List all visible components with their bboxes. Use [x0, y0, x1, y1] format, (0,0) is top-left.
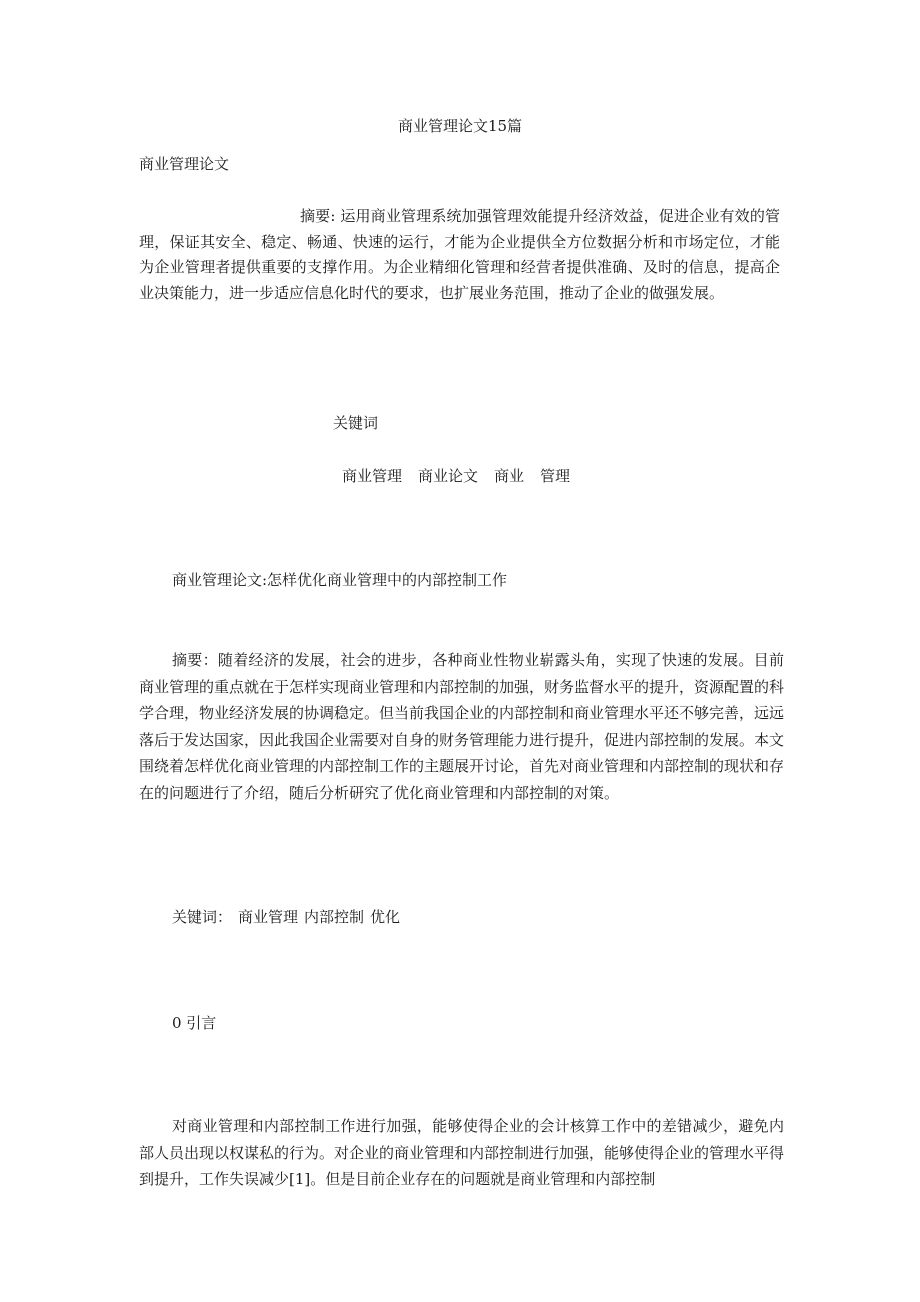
keyword-item: 管理 — [540, 467, 571, 485]
document-subtitle: 商业管理论文 — [139, 155, 230, 173]
keyword-item: 商业管理 — [342, 467, 403, 485]
body-paragraph: 对商业管理和内部控制工作进行加强，能够使得企业的会计核算工作中的差错减少，避免内部人员出现以权谋私的行为。对企业的商业管理和内部控制进行加强，能够使得企业的管理水平得到提升，工作失误减少[1]。但是目前企业存在的问题就是商业管理和内部控制 — [139, 1117, 785, 1188]
article-keywords — [172, 905, 406, 930]
keyword-item: 商业 — [494, 467, 525, 485]
abstract-text: 运用商业管理系统加强管理效能提升经济效益，促进企业有效的管理，保证其安全、稳定、畅通、快速的运行，才能为企业提供全方位数据分析和市场定位，才能为企业管理者提供重要的支撑作用。为企业精细化管理和经营者提供准确、及时的信息，提高企业决策能力，进一步适应信息化时代的要求，也扩展业务范围，推动了企业的做强发展。 — [139, 207, 780, 302]
article-keywords-label: 关键词： — [172, 908, 233, 926]
keywords-label: 关键词 — [333, 414, 379, 432]
article-title: 商业管理论文:怎样优化商业管理中的内部控制工作 — [172, 571, 508, 589]
article-keyword-item: 商业管理 — [238, 908, 299, 926]
section-heading-introduction: 0 引言 — [172, 1014, 217, 1032]
keywords-list — [342, 464, 586, 489]
abstract-paragraph — [139, 204, 780, 306]
document-title: 商业管理论文15篇 — [397, 117, 523, 135]
article-abstract: 摘要：随着经济的发展，社会的进步，各种商业性物业崭露头角，实现了快速的发展。目前商业管理的重点就在于怎样实现商业管理和内部控制的加强，财务监督水平的提升，资源配置的科学合理，物业经济发展的协调稳定。但当前我国企业的内部控制和商业管理水平还不够完善，远远落后于发达国家，因此我国企业需要对自身的财务管理能力进行提升，促进内部控制的发展。本文围绕着怎样优化商业管理的内部控制工作的主题展开讨论，首先对商业管理和内部控制的现状和存在的问题进行了介绍，随后分析研究了优化商业管理和内部控制的对策。 — [139, 651, 785, 802]
keyword-item: 商业论文 — [418, 467, 479, 485]
article-keyword-item: 内部控制 — [304, 908, 365, 926]
abstract-label: 摘要: — [300, 207, 336, 225]
article-keyword-item: 优化 — [370, 908, 401, 926]
